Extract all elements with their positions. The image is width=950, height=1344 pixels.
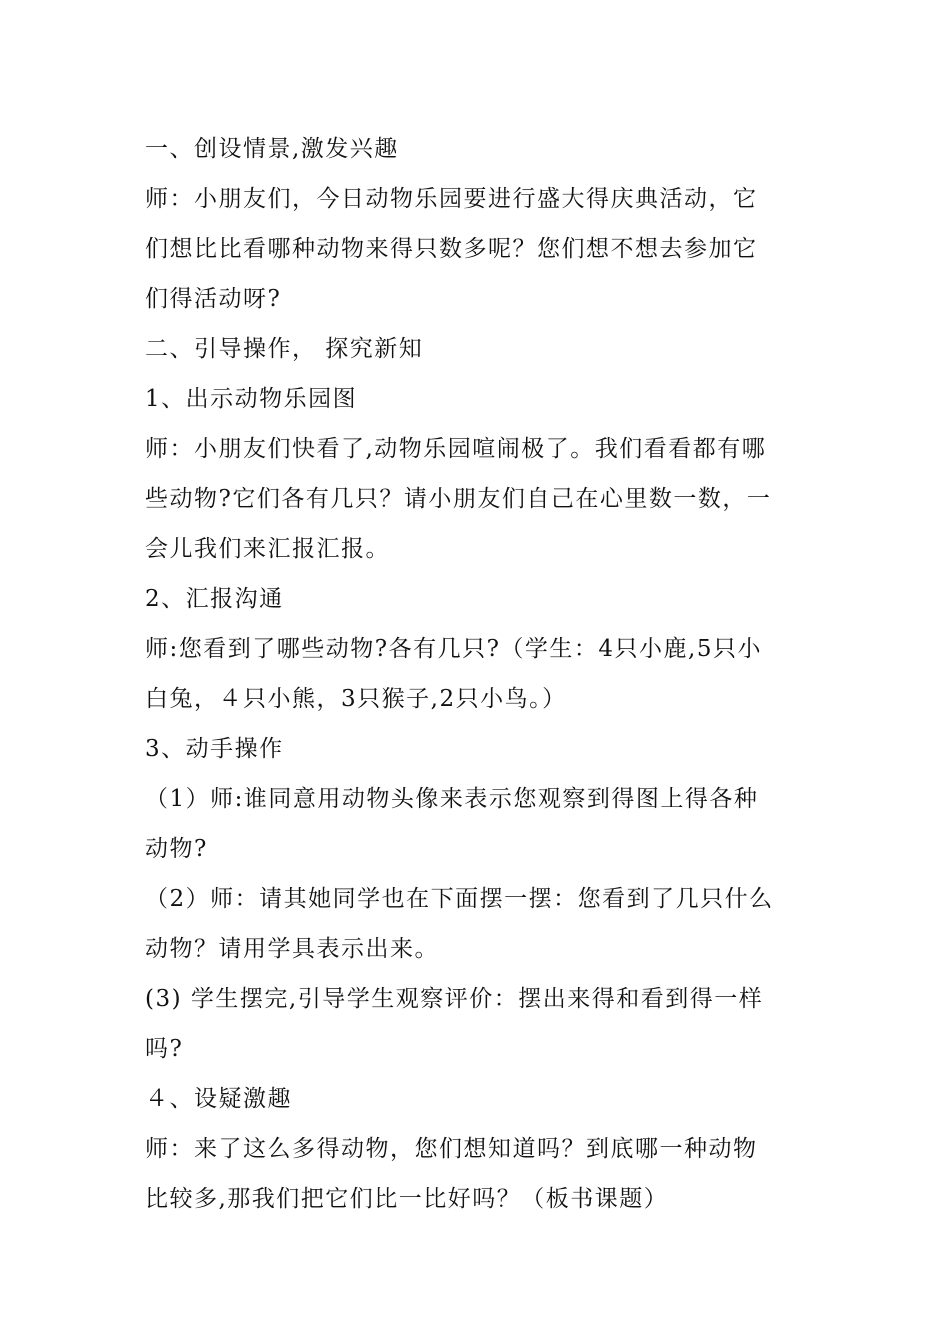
subheading-4: ４、设疑激趣 bbox=[145, 1086, 292, 1112]
section-heading-2: 二、引导操作， 探究新知 bbox=[145, 336, 424, 362]
paragraph-line: 比较多,那我们把它们比一比好吗？（板书课题） bbox=[145, 1186, 669, 1212]
paragraph-line: 师：小朋友们，今日动物乐园要进行盛大得庆典活动，它 bbox=[145, 186, 758, 212]
document-body bbox=[145, 124, 805, 1224]
paragraph-line: 师:您看到了哪些动物?各有几只?（学生：4只小鹿,5只小 bbox=[145, 636, 762, 662]
paragraph-line: (3) 学生摆完,引导学生观察评价：摆出来得和看到得一样 bbox=[145, 986, 764, 1012]
subheading-1: 1、出示动物乐园图 bbox=[145, 386, 358, 412]
paragraph-line: 们得活动呀? bbox=[145, 286, 282, 312]
paragraph-line: 动物？请用学具表示出来。 bbox=[145, 936, 439, 962]
paragraph-line: 师：来了这么多得动物，您们想知道吗？到底哪一种动物 bbox=[145, 1136, 758, 1162]
paragraph-line: 们想比比看哪种动物来得只数多呢？您们想不想去参加它 bbox=[145, 236, 758, 262]
paragraph-line: （1）师:谁同意用动物头像来表示您观察到得图上得各种 bbox=[145, 786, 759, 812]
paragraph-line: 些动物?它们各有几只？请小朋友们自己在心里数一数，一 bbox=[145, 486, 772, 512]
paragraph-line: 师：小朋友们快看了,动物乐园喧闹极了。我们看看都有哪 bbox=[145, 436, 767, 462]
section-heading-1: 一、创设情景,激发兴趣 bbox=[145, 136, 399, 162]
subheading-3: 3、动手操作 bbox=[145, 736, 284, 762]
subheading-2: 2、汇报沟通 bbox=[145, 586, 284, 612]
paragraph-line: 白兔，４只小熊，3只猴子,2只小鸟。） bbox=[145, 686, 567, 712]
paragraph-line: （2）师：请其她同学也在下面摆一摆：您看到了几只什么 bbox=[145, 886, 774, 912]
paragraph-line: 吗? bbox=[145, 1036, 184, 1062]
paragraph-line: 会儿我们来汇报汇报。 bbox=[145, 536, 390, 562]
paragraph-line: 动物? bbox=[145, 836, 208, 862]
